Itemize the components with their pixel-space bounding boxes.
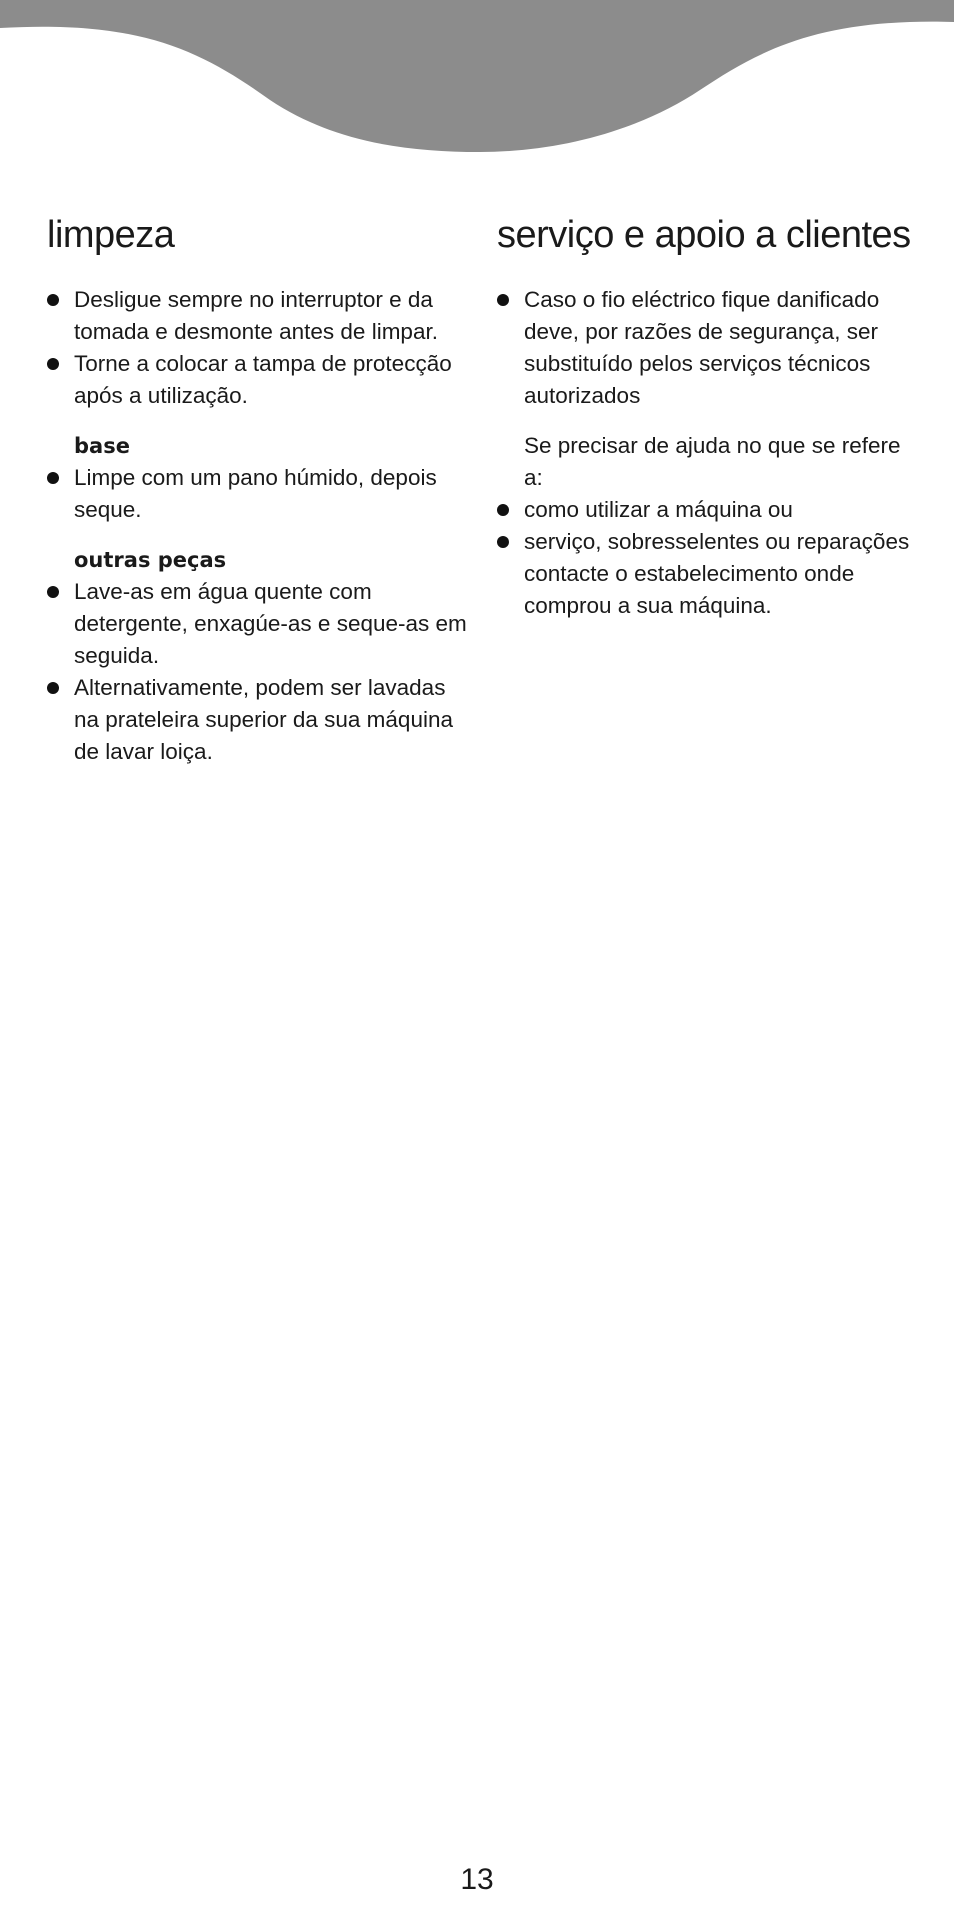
base-heading: base	[74, 434, 130, 458]
limpeza-section	[47, 212, 467, 768]
limpeza-list	[47, 284, 467, 412]
servico-title: serviço e apoio a clientes	[497, 214, 911, 256]
servico-list	[497, 284, 917, 412]
outras-pecas-list	[47, 576, 467, 768]
list-item: como utilizar a máquina ou	[497, 494, 917, 526]
list-item: Alternativamente, podem ser lavadas na prateleira superior da sua máquina de lavar loiça.	[47, 672, 467, 768]
list-item: Desligue sempre no interruptor e da tomada e desmonte antes de limpar.	[47, 284, 467, 348]
header-wave-decoration	[0, 0, 954, 160]
outras-pecas-heading: outras peças	[74, 548, 227, 572]
list-item: Caso o fio eléctrico fique danificado deve, por razões de segurança, ser substituído pelos serviços técnicos autorizados	[497, 284, 917, 412]
limpeza-title: limpeza	[47, 214, 175, 256]
page-number: 13	[460, 1863, 494, 1896]
base-list	[47, 462, 467, 526]
servico-section	[497, 212, 917, 622]
list-item: serviço, sobresselentes ou reparações	[497, 526, 917, 558]
list-item: Torne a colocar a tampa de protecção após a utilização.	[47, 348, 467, 412]
list-item: Limpe com um pano húmido, depois seque.	[47, 462, 467, 526]
contact-text: contacte o estabelecimento onde comprou a sua máquina.	[524, 561, 855, 618]
help-intro: Se precisar de ajuda no que se refere a:	[524, 433, 901, 490]
help-list	[497, 494, 917, 558]
list-item: Lave-as em água quente com detergente, enxagúe-as e seque-as em seguida.	[47, 576, 467, 672]
